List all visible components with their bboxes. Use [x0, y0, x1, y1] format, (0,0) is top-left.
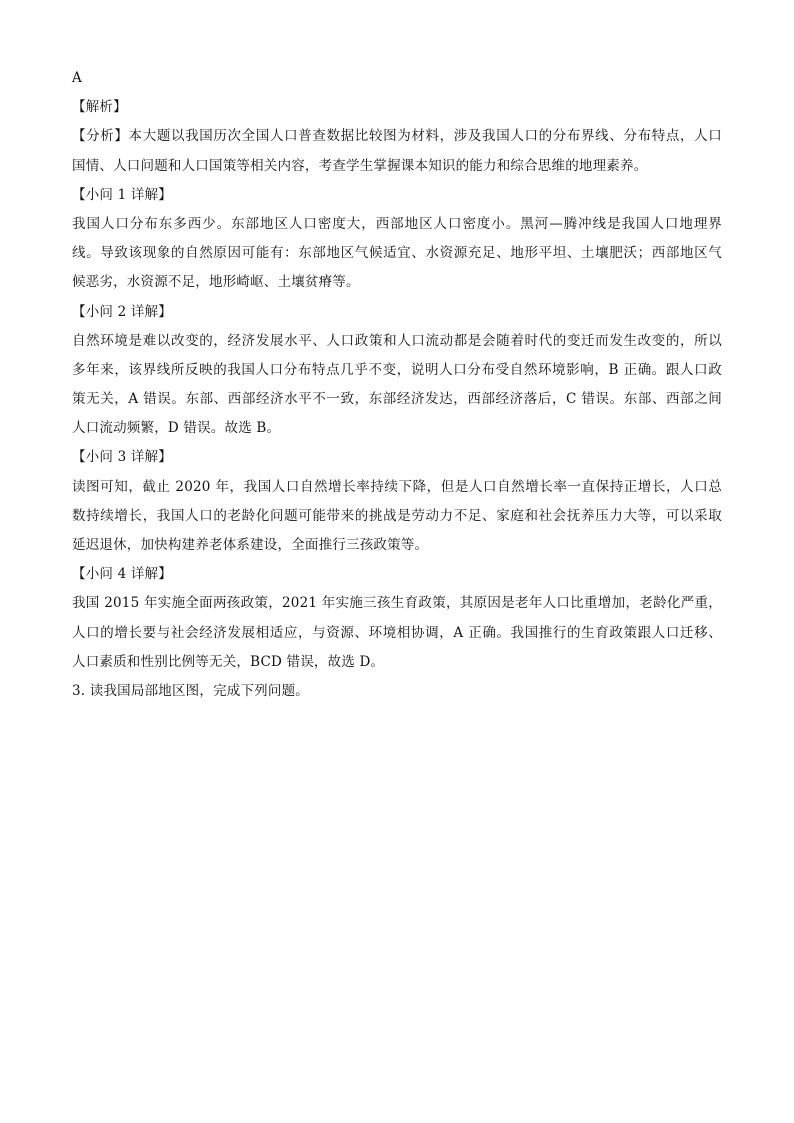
- q2-heading: 【小问 2 详解】: [72, 303, 172, 320]
- analysis-line: 【分析】本大题以我国历次全国人口普查数据比较图为材料，涉及我国人口的分布界线、分布特点，人口: [72, 128, 722, 145]
- q2-line: 人口流动频繁，D 错误。故选 B。: [72, 420, 281, 437]
- q4-line: 人口的增长要与社会经济发展相适应，与资源、环境相协调，A 正确。我国推行的生育政策跟人口迁移、: [72, 624, 722, 641]
- q2-line: 自然环境是难以改变的，经济发展水平、人口政策和人口流动都是会随着时代的变迁而发生改变的，所以: [72, 332, 722, 349]
- q2-line: 多年来，该界线所反映的我国人口分布特点几乎不变，说明人口分布受自然环境影响，B 正确。跟人口政: [72, 361, 722, 378]
- answer-letter: A: [72, 70, 82, 86]
- q3-line: 延迟退休，加快构建养老体系建设，全面推行三孩政策等。: [72, 537, 429, 553]
- analysis-heading: 【解析】: [72, 99, 127, 116]
- next-question-prompt: 3. 读我国局部地区图，完成下列问题。: [72, 682, 309, 699]
- q2-line: 策无关，A 错误。东部、西部经济水平不一致，东部经济发达，西部经济落后，C 错误。东部、西部之间: [72, 391, 722, 408]
- q1-line: 我国人口分布东多西少。东部地区人口密度大，西部地区人口密度小。黑河—腾冲线是我国人口地理界: [72, 215, 722, 232]
- answer-explanation: [72, 64, 722, 706]
- q1-heading: 【小问 1 详解】: [72, 186, 172, 203]
- q4-heading: 【小问 4 详解】: [72, 566, 172, 583]
- q3-line: 数持续增长，我国人口的老龄化问题可能带来的挑战是劳动力不足、家庭和社会抚养压力大等，可以采取: [72, 507, 722, 524]
- q4-line: 人口素质和性别比例等无关，BCD 错误，故选 D。: [72, 653, 385, 670]
- analysis-line: 国情、人口问题和人口国策等相关内容，考查学生掌握课本知识的能力和综合思维的地理素养。: [72, 157, 648, 174]
- q3-heading: 【小问 3 详解】: [72, 449, 172, 466]
- q4-line: 我国 2015 年实施全面两孩政策，2021 年实施三孩生育政策，其原因是老年人口比重增加，老龄化严重，: [72, 595, 722, 612]
- q3-line: 读图可知，截止 2020 年，我国人口自然增长率持续下降，但是人口自然增长率一直保持正增长，人口总: [72, 478, 722, 495]
- q1-line: 候恶劣，水资源不足，地形崎岖、土壤贫瘠等。: [72, 274, 360, 291]
- q1-line: 线。导致该现象的自然原因可能有：东部地区气候适宜、水资源充足、地形平坦、土壤肥沃；西部地区气: [72, 245, 722, 262]
